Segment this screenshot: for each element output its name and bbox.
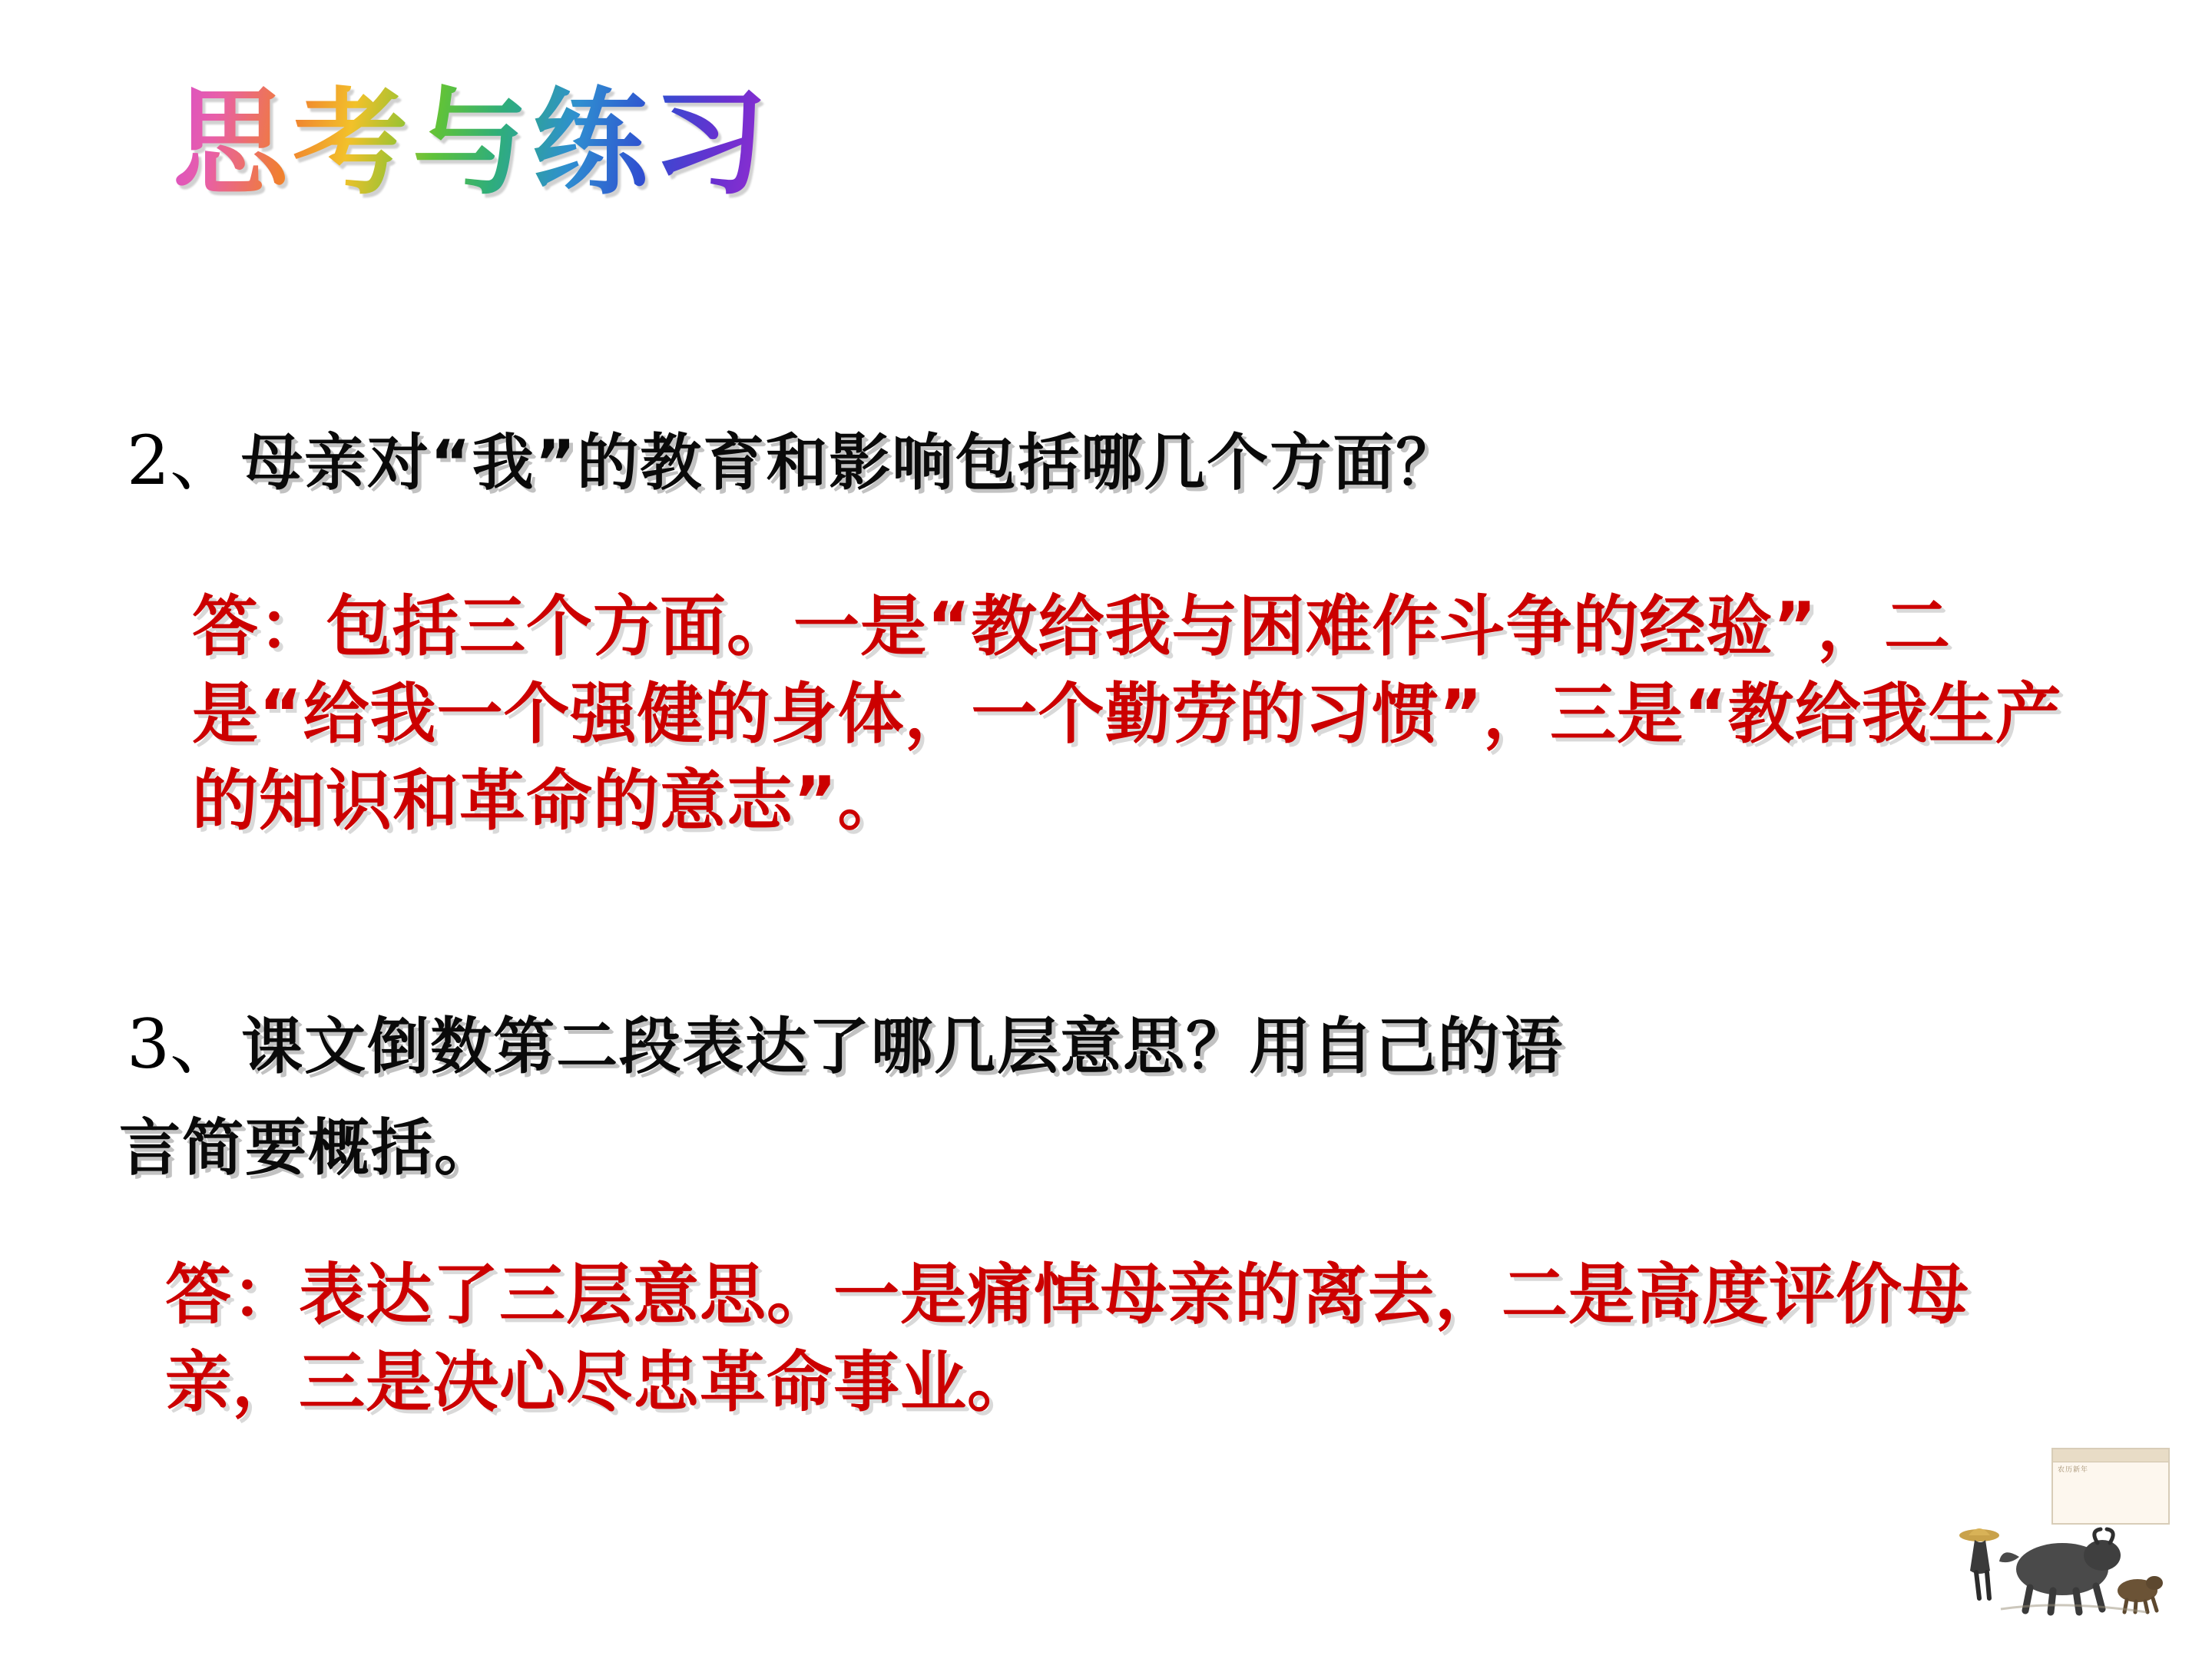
question-3-text-line-2: 言简要概括。 xyxy=(119,1112,497,1184)
calendar-card-header xyxy=(2053,1449,2168,1462)
question-2-line xyxy=(127,407,2139,504)
question-3-number: 3、 xyxy=(127,1005,237,1084)
ox-scene-icon xyxy=(1939,1502,2170,1617)
answer-3-text: 答：表达了三层意思。一是痛悼母亲的离去，二是高度评价母亲，三是决心尽忠革命事业。 xyxy=(165,1257,1969,1421)
question-3-line xyxy=(119,991,2170,1187)
answer-2-text: 答：包括三个方面。一是“教给我与困难作斗争的经验”，二是“给我一个强健的身体，一个勤劳的习惯”，三是“教给我生产的知识和革命的意志”。 xyxy=(192,588,2062,840)
question-2-text: 母亲对“我”的教育和影响包括哪几个方面？ xyxy=(241,427,1459,498)
question-3-text-line-1: 课文倒数第二段表达了哪几层意思？用自己的语 xyxy=(241,1011,1565,1082)
page-title: 思考与练习 xyxy=(173,77,773,210)
question-2-number: 2、 xyxy=(127,421,237,500)
calendar-card-text: 农历新年 xyxy=(2058,1466,2089,1474)
ox-and-farmer-illustration xyxy=(1939,1448,2170,1617)
